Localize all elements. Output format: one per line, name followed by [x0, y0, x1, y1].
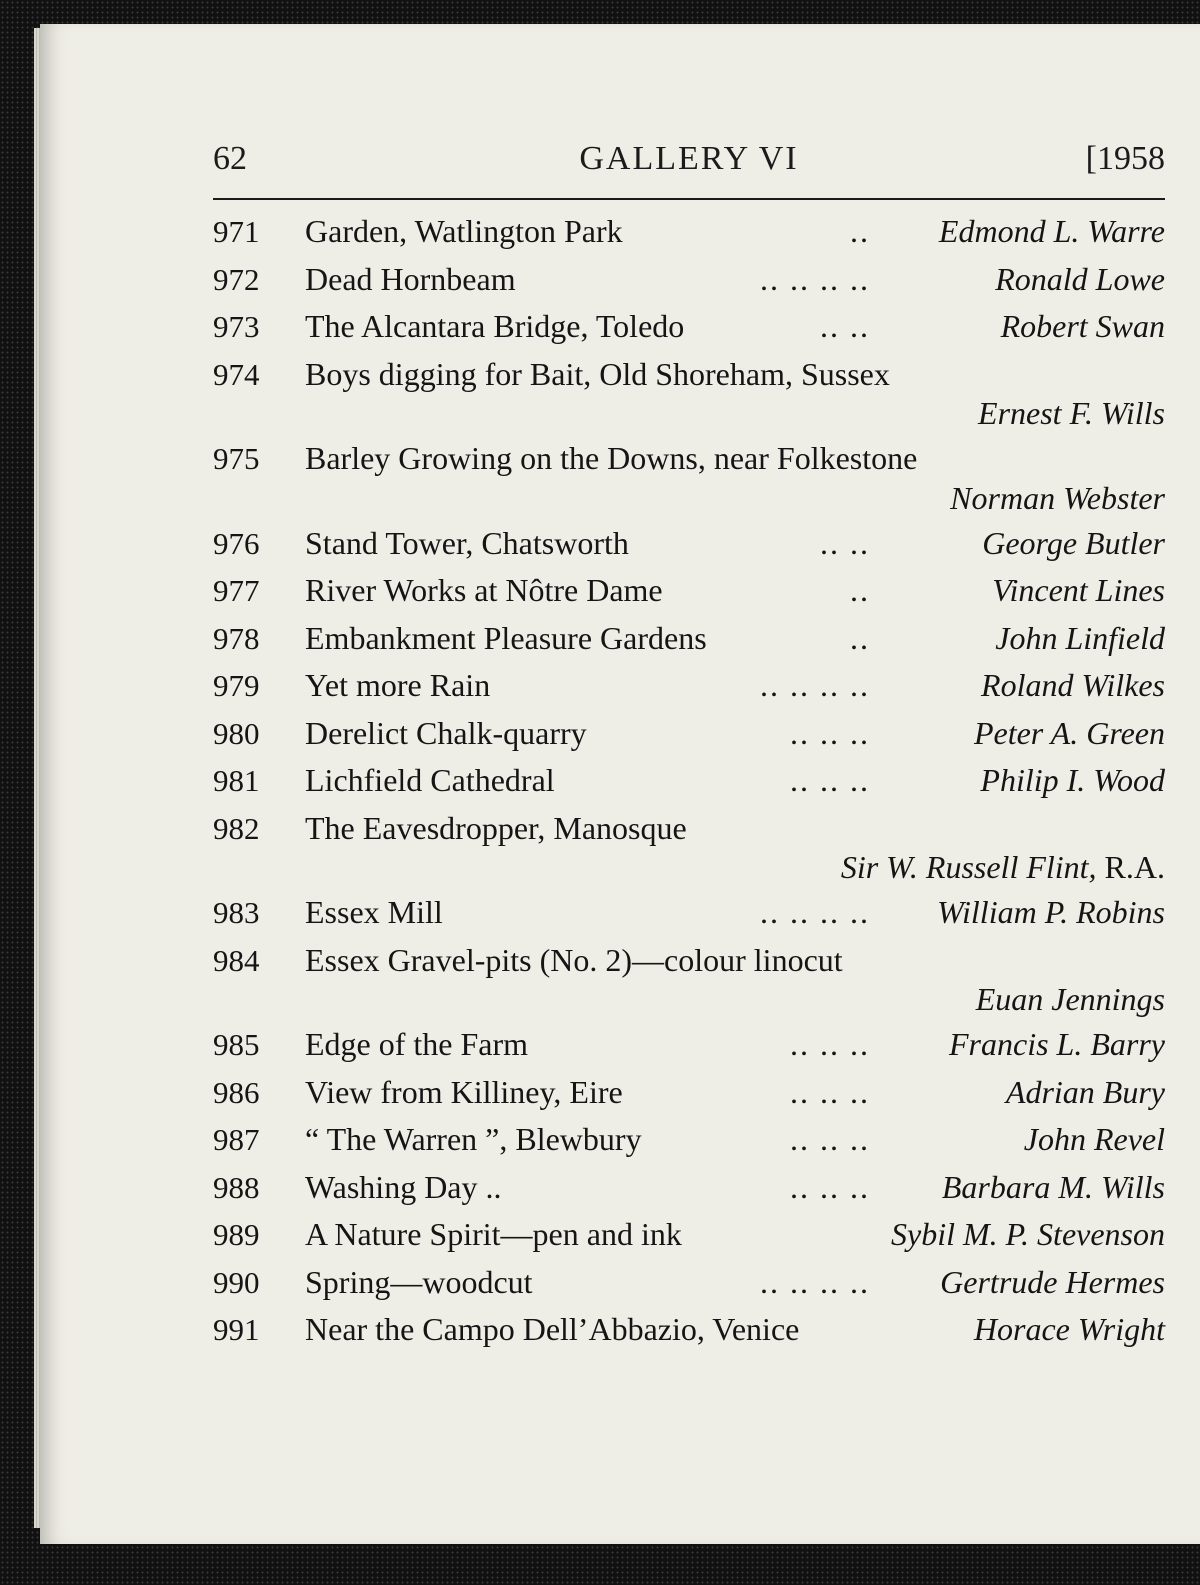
- dot-leader: .. .. .. ..: [760, 667, 870, 703]
- catalogue-entry: [213, 1069, 1165, 1117]
- artist-name: Barbara M. Wills: [941, 1168, 1165, 1205]
- entry-title: Stand Tower, Chatsworth: [305, 524, 629, 561]
- entry-line: [213, 567, 1165, 615]
- catalogue-entry: [213, 303, 1165, 351]
- entry-number: 977: [213, 573, 260, 608]
- entry-line: [213, 208, 1165, 256]
- artist-name: Euan Jennings: [975, 981, 1165, 1017]
- entry-artist: [939, 208, 1165, 256]
- entry-number: 982: [213, 810, 260, 846]
- dot-leader: .. .. ..: [790, 762, 870, 798]
- dot-leader: .. .. ..: [790, 1168, 870, 1205]
- entry-artist-line: [213, 479, 1165, 520]
- entry-title: Near the Campo Dell’Abbazio, Venice: [305, 1311, 800, 1347]
- entry-artist: [1001, 303, 1165, 351]
- entry-artist-line: [213, 849, 1165, 889]
- entry-line: [213, 615, 1165, 663]
- entry-artist: [995, 256, 1165, 304]
- entry-title: Barley Growing on the Downs, near Folkestone: [305, 440, 918, 476]
- year-label: [1958: [1085, 140, 1165, 177]
- dot-leader: .. .. ..: [790, 1073, 870, 1110]
- dot-leader: .. ..: [820, 524, 870, 561]
- entry-title: Embankment Pleasure Gardens: [305, 619, 707, 656]
- dot-leader: .. .. .. ..: [760, 894, 870, 930]
- catalogue-entry: [213, 351, 1165, 436]
- entry-artist-line: [213, 981, 1165, 1021]
- entry-artist: [974, 1306, 1165, 1354]
- entry-line: [213, 256, 1165, 304]
- entry-number: 974: [213, 356, 260, 392]
- artist-name: John Revel: [1023, 1121, 1165, 1157]
- artist-name: Edmond L. Warre: [938, 213, 1165, 249]
- artist-name: Norman Webster: [950, 479, 1165, 516]
- entry-title: Derelict Chalk-quarry: [305, 714, 587, 751]
- entry-artist: [974, 710, 1165, 758]
- artist-name: William P. Robins: [937, 894, 1165, 930]
- entry-title: Spring—woodcut: [305, 1263, 533, 1300]
- catalogue-list: [213, 208, 1165, 1354]
- entry-number: 979: [213, 668, 260, 703]
- entry-artist: [937, 889, 1165, 937]
- artist-name: Adrian Bury: [1005, 1073, 1165, 1110]
- artist-name: Peter A. Green: [973, 714, 1165, 751]
- entry-line: [213, 351, 1165, 399]
- entry-line: [213, 710, 1165, 758]
- entry-title: River Works at Nôtre Dame: [305, 572, 663, 608]
- entry-artist: [942, 1164, 1165, 1212]
- entry-number: 985: [213, 1027, 260, 1062]
- entry-line: [213, 937, 1165, 985]
- catalogue-entry: [213, 520, 1165, 568]
- artist-name: Sir W. Russell Flint,: [840, 849, 1097, 885]
- artist-name: Horace Wright: [973, 1311, 1165, 1347]
- catalogue-entry: [213, 567, 1165, 615]
- entry-title: “ The Warren ”, Blewbury: [305, 1121, 642, 1157]
- entry-title: The Alcantara Bridge, Toledo: [305, 308, 685, 344]
- artist-name: Ronald Lowe: [995, 260, 1165, 297]
- artist-honour: R.A.: [1096, 849, 1165, 885]
- artist-name: Roland Wilkes: [981, 667, 1165, 703]
- dot-leader: ..: [850, 619, 870, 656]
- entry-line: [213, 1164, 1165, 1212]
- catalogue-entry: [213, 1306, 1165, 1354]
- catalogue-entry: [213, 615, 1165, 663]
- entry-title: A Nature Spirit—pen and ink: [305, 1216, 682, 1252]
- entry-line: [213, 1069, 1165, 1117]
- artist-name: George Butler: [982, 524, 1165, 561]
- entry-line: [213, 1259, 1165, 1307]
- entry-artist: [981, 662, 1165, 710]
- entry-number: 981: [213, 763, 260, 798]
- entry-number: 972: [213, 261, 260, 297]
- entry-line: [213, 435, 1165, 483]
- dot-leader: .. .. ..: [790, 1121, 870, 1157]
- entry-number: 973: [213, 309, 260, 344]
- catalogue-entry: [213, 1021, 1165, 1069]
- entry-title: Lichfield Cathedral: [305, 762, 555, 798]
- catalogue-entry: [213, 256, 1165, 304]
- running-head: [213, 140, 1165, 184]
- page-number: 62: [213, 140, 247, 177]
- catalogue-entry: [213, 937, 1165, 1022]
- header-rule: [213, 198, 1165, 200]
- gallery-title: GALLERY VI: [579, 140, 799, 177]
- entry-title: The Eavesdropper, Manosque: [305, 809, 687, 846]
- entry-number: 986: [213, 1074, 260, 1110]
- artist-name: Philip I. Wood: [980, 762, 1165, 798]
- entry-number: 971: [213, 214, 260, 249]
- entry-number: 989: [213, 1217, 260, 1252]
- catalogue-entry: [213, 710, 1165, 758]
- catalogue-entry: [213, 757, 1165, 805]
- entry-artist: [995, 615, 1165, 663]
- entry-artist: [950, 479, 1165, 516]
- dot-leader: .. .. ..: [790, 1026, 870, 1062]
- entry-artist-line: [213, 395, 1165, 435]
- entry-artist: [982, 520, 1165, 568]
- entry-line: [213, 303, 1165, 351]
- entry-title: Dead Hornbeam: [305, 260, 516, 297]
- catalogue-entry: [213, 1211, 1165, 1259]
- entry-line: [213, 757, 1165, 805]
- artist-name: Ernest F. Wills: [978, 395, 1165, 431]
- dot-leader: ..: [850, 213, 870, 249]
- artist-name: Francis L. Barry: [949, 1026, 1165, 1062]
- entry-artist: [992, 567, 1165, 615]
- artist-name: Sybil M. P. Stevenson: [890, 1216, 1165, 1252]
- entry-title: Edge of the Farm: [305, 1026, 529, 1062]
- entry-number: 983: [213, 895, 260, 930]
- entry-number: 990: [213, 1264, 260, 1300]
- catalogue-entry: [213, 805, 1165, 890]
- entry-number: 978: [213, 620, 260, 656]
- artist-name: Robert Swan: [1000, 308, 1165, 344]
- entry-artist: [978, 395, 1165, 431]
- entry-artist: [949, 1021, 1165, 1069]
- entry-number: 980: [213, 715, 260, 751]
- entry-line: [213, 1021, 1165, 1069]
- catalogue-entry: [213, 208, 1165, 256]
- dot-leader: ..: [850, 572, 870, 608]
- entry-artist: [891, 1211, 1165, 1259]
- entry-title: Garden, Watlington Park: [305, 213, 623, 249]
- entry-artist: [975, 981, 1165, 1017]
- artist-name: John Linfield: [995, 619, 1165, 656]
- entry-number: 987: [213, 1122, 260, 1157]
- catalogue-entry: [213, 1259, 1165, 1307]
- entry-line: [213, 889, 1165, 937]
- entry-line: [213, 1116, 1165, 1164]
- entry-number: 984: [213, 942, 260, 978]
- entry-line: [213, 1211, 1165, 1259]
- entry-number: 975: [213, 441, 260, 476]
- entry-artist: [1006, 1069, 1165, 1117]
- dot-leader: .. .. .. ..: [760, 260, 870, 297]
- entry-artist: [1024, 1116, 1165, 1164]
- entry-title: Essex Mill: [305, 894, 443, 930]
- dot-leader: .. ..: [820, 308, 870, 344]
- entry-line: [213, 805, 1165, 853]
- catalogue-entry: [213, 662, 1165, 710]
- entry-number: 991: [213, 1312, 260, 1347]
- dot-leader: .. .. .. ..: [760, 1263, 870, 1300]
- catalogue-entry: [213, 435, 1165, 520]
- entry-title: Essex Gravel-pits (No. 2)—colour linocut: [305, 941, 843, 978]
- entry-artist: [840, 849, 1165, 885]
- entry-line: [213, 1306, 1165, 1354]
- catalogue-entry: [213, 1116, 1165, 1164]
- entry-title: Boys digging for Bait, Old Shoreham, Sussex: [305, 355, 890, 392]
- dot-leader: .. .. ..: [790, 714, 870, 751]
- entry-line: [213, 662, 1165, 710]
- catalogue-entry: [213, 889, 1165, 937]
- catalogue-entry: [213, 1164, 1165, 1212]
- entry-number: 976: [213, 525, 260, 561]
- entry-artist: [940, 1259, 1165, 1307]
- entry-artist: [980, 757, 1165, 805]
- entry-title: View from Killiney, Eire: [305, 1073, 623, 1110]
- entry-title: Washing Day ..: [305, 1168, 502, 1205]
- artist-name: Vincent Lines: [992, 572, 1165, 608]
- entry-line: [213, 520, 1165, 568]
- entry-number: 988: [213, 1169, 260, 1205]
- artist-name: Gertrude Hermes: [940, 1263, 1165, 1300]
- entry-title: Yet more Rain: [305, 667, 491, 703]
